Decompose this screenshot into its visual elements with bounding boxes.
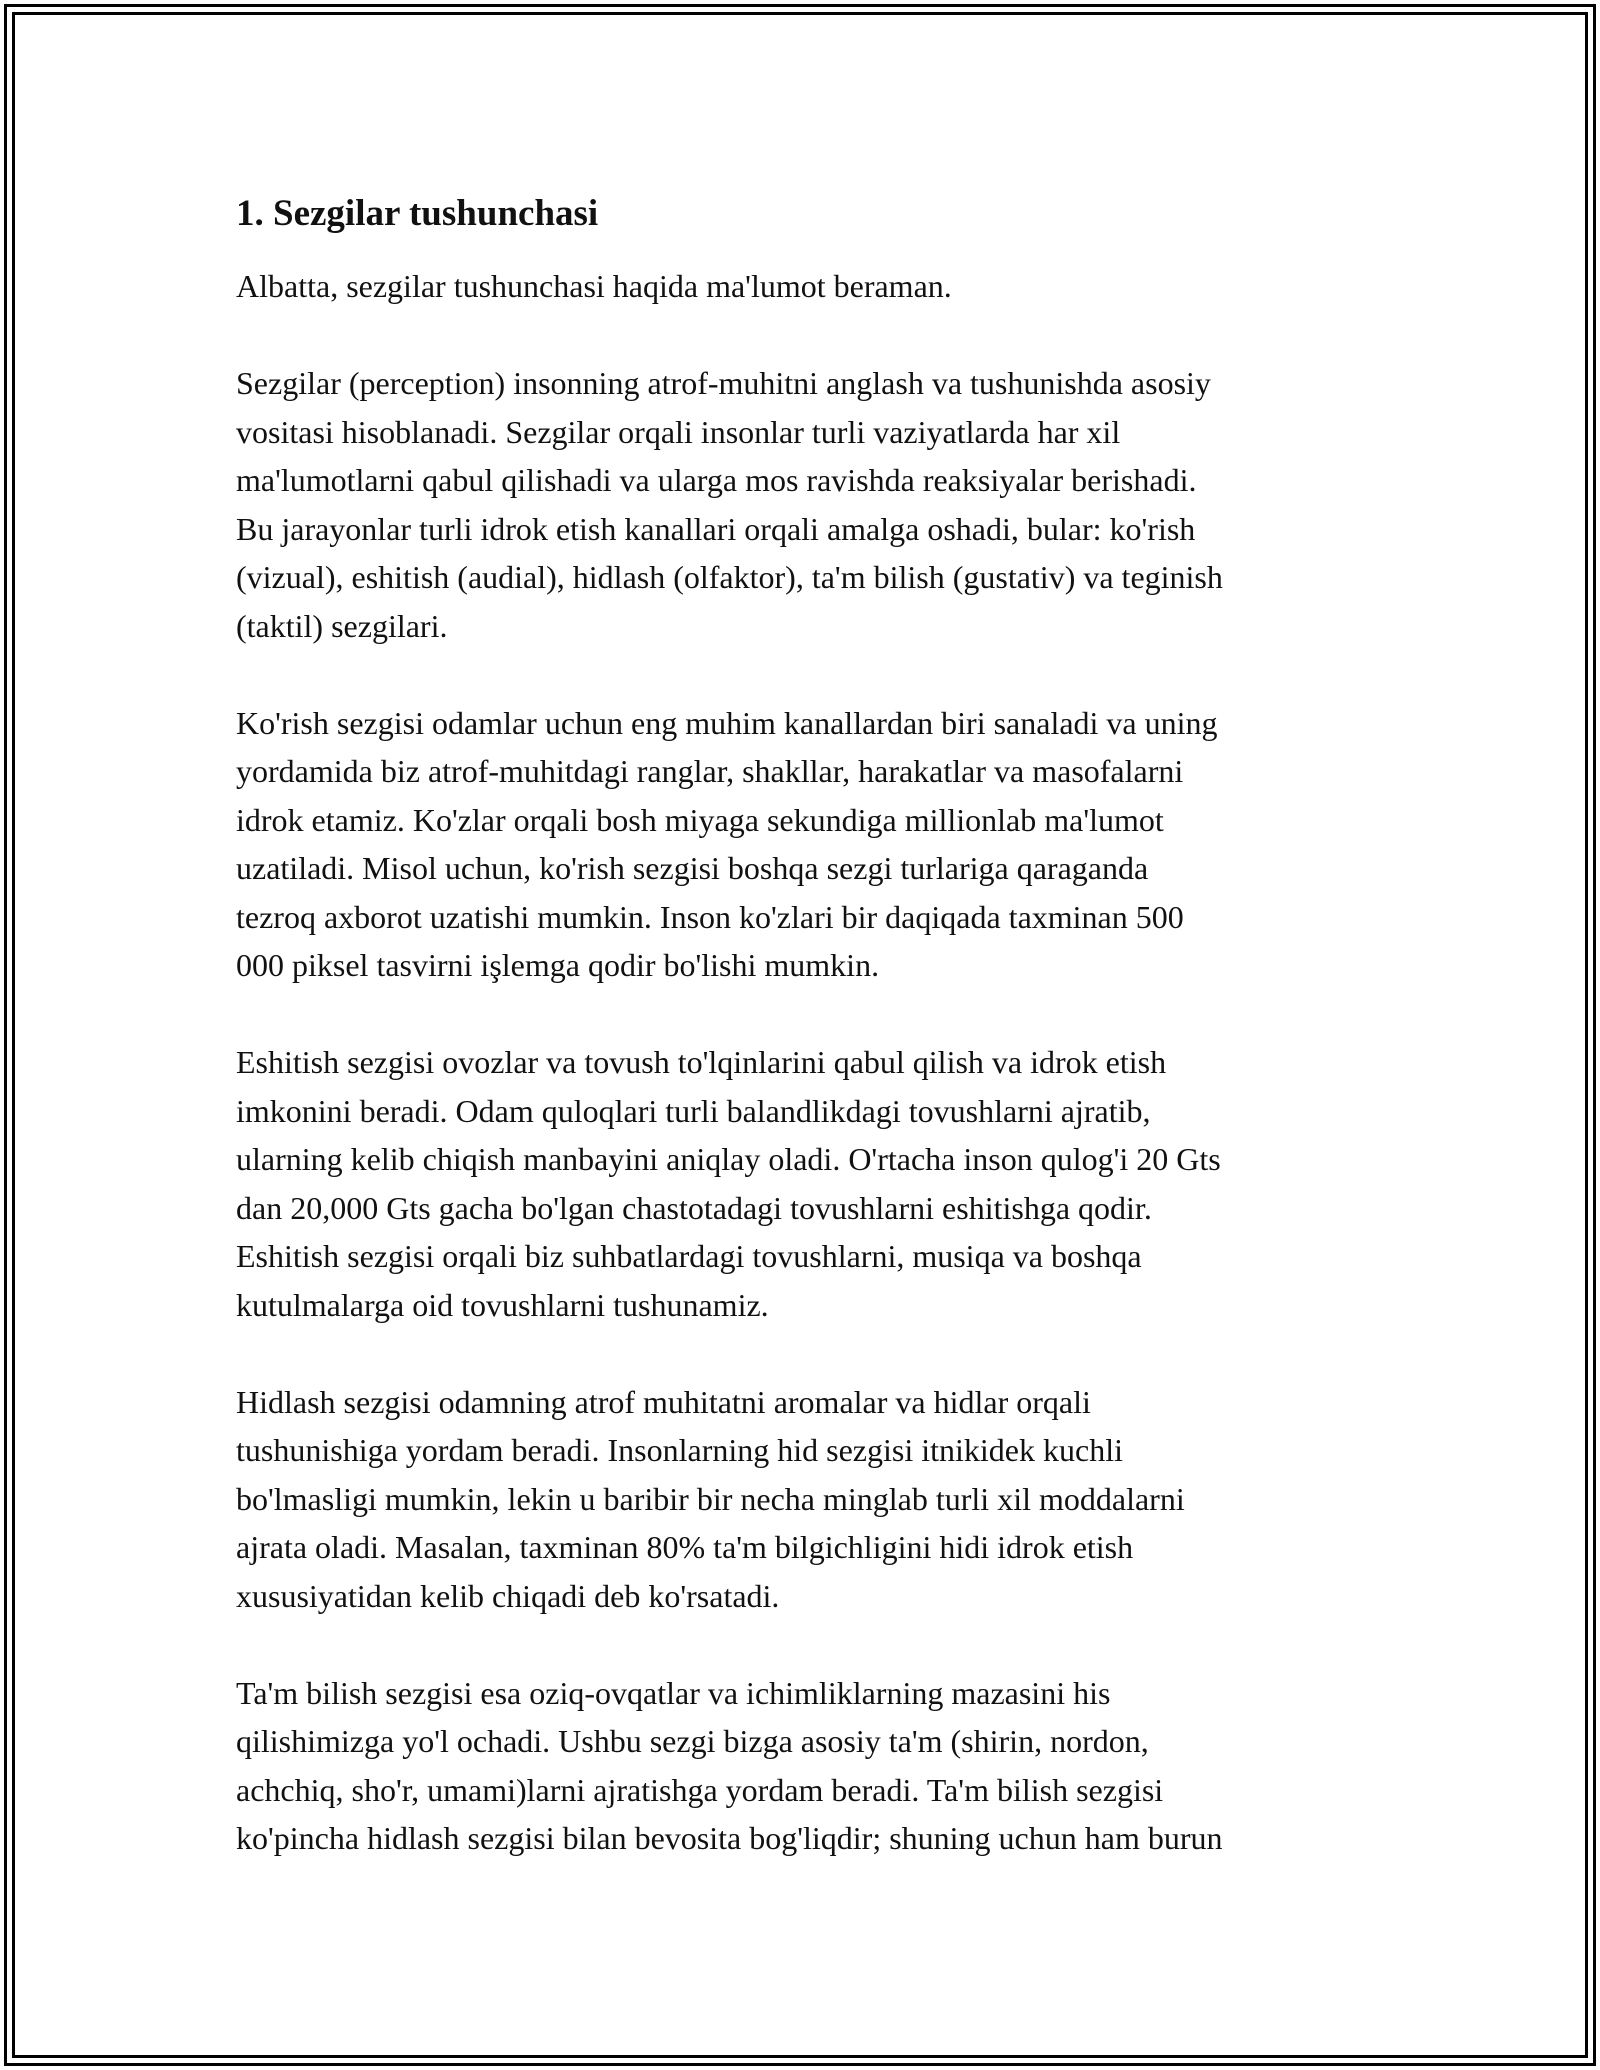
document-body <box>236 186 1366 1863</box>
paragraph-smell: Hidlash sezgisi odamning atrof muhitatni aromalar va hidlar orqali tushunishiga yordam beradi. Insonlarning hid sezgisi itnikidek kuchli bo'lmasligi mumkin, lekin u baribir bir necha minglab turli xil moddalarni ajrata oladi. Masalan, taxminan 80% ta'm bilgichligini hidi idrok etish xususiyatidan kelib chiqadi deb ko'rsatadi. <box>236 1383 1185 1614</box>
paragraph-hearing: Eshitish sezgisi ovozlar va tovush to'lqinlarini qabul qilish va idrok etish imkonini beradi. Odam quloqlari turli balandlikdagi tovushlarni ajratib, ularning kelib chiqish manbayini aniqlay oladi. O'rtacha inson qulog'i 20 Gts dan 20,000 Gts gacha bo'lgan chastotadagi tovushlarni eshitishga qodir. Eshitish sezgisi orqali biz suhbatlardagi tovushlarni, musiqa va boshqa kutulmalarga oid tovushlarni tushunamiz. <box>236 1044 1221 1323</box>
paragraph-perception: Sezgilar (perception) insonning atrof-muhitni anglash va tushunishda asosiy vositasi hisoblanadi. Sezgilar orqali insonlar turli vaziyatlarda har xil ma'lumotlarni qabul qilishadi va ularga mos ravishda reaksiyalar berishadi. Bu jarayonlar turli idrok etish kanallari orqali amalga oshadi, bular: ko'rish (vizual), eshitish (audial), hidlash (olfaktor), ta'm bilish (gustativ) va teginish (taktil) sezgilari. <box>236 365 1223 644</box>
paragraph-taste: Ta'm bilish sezgisi esa oziq-ovqatlar va ichimliklarning mazasini his qilishimizga yo'l ochadi. Ushbu sezgi bizga asosiy ta'm (shirin, nordon, achchiq, sho'r, umami)larni ajratishga yordam beradi. Ta'm bilish sezgisi ko'pincha hidlash sezgisi bilan bevosita bog'liqdir; shuning uchun ham burun <box>236 1674 1223 1856</box>
paragraph-vision: Ko'rish sezgisi odamlar uchun eng muhim kanallardan biri sanaladi va uning yordamida biz atrof-muhitdagi ranglar, shakllar, harakatlar va masofalarni idrok etamiz. Ko'zlar orqali bosh miyaga sekundiga millionlab ma'lumot uzatiladi. Misol uchun, ko'rish sezgisi boshqa sezgi turlariga qaraganda tezroq axborot uzatishi mumkin. Inson ko'zlari bir daqiqada taxminan 500 000 piksel tasvirni işlemga qodir bo'lishi mumkin. <box>236 704 1218 983</box>
section-heading: 1. Sezgilar tushunchasi <box>236 193 599 234</box>
intro-paragraph: Albatta, sezgilar tushunchasi haqida ma'lumot beraman. <box>236 268 952 304</box>
